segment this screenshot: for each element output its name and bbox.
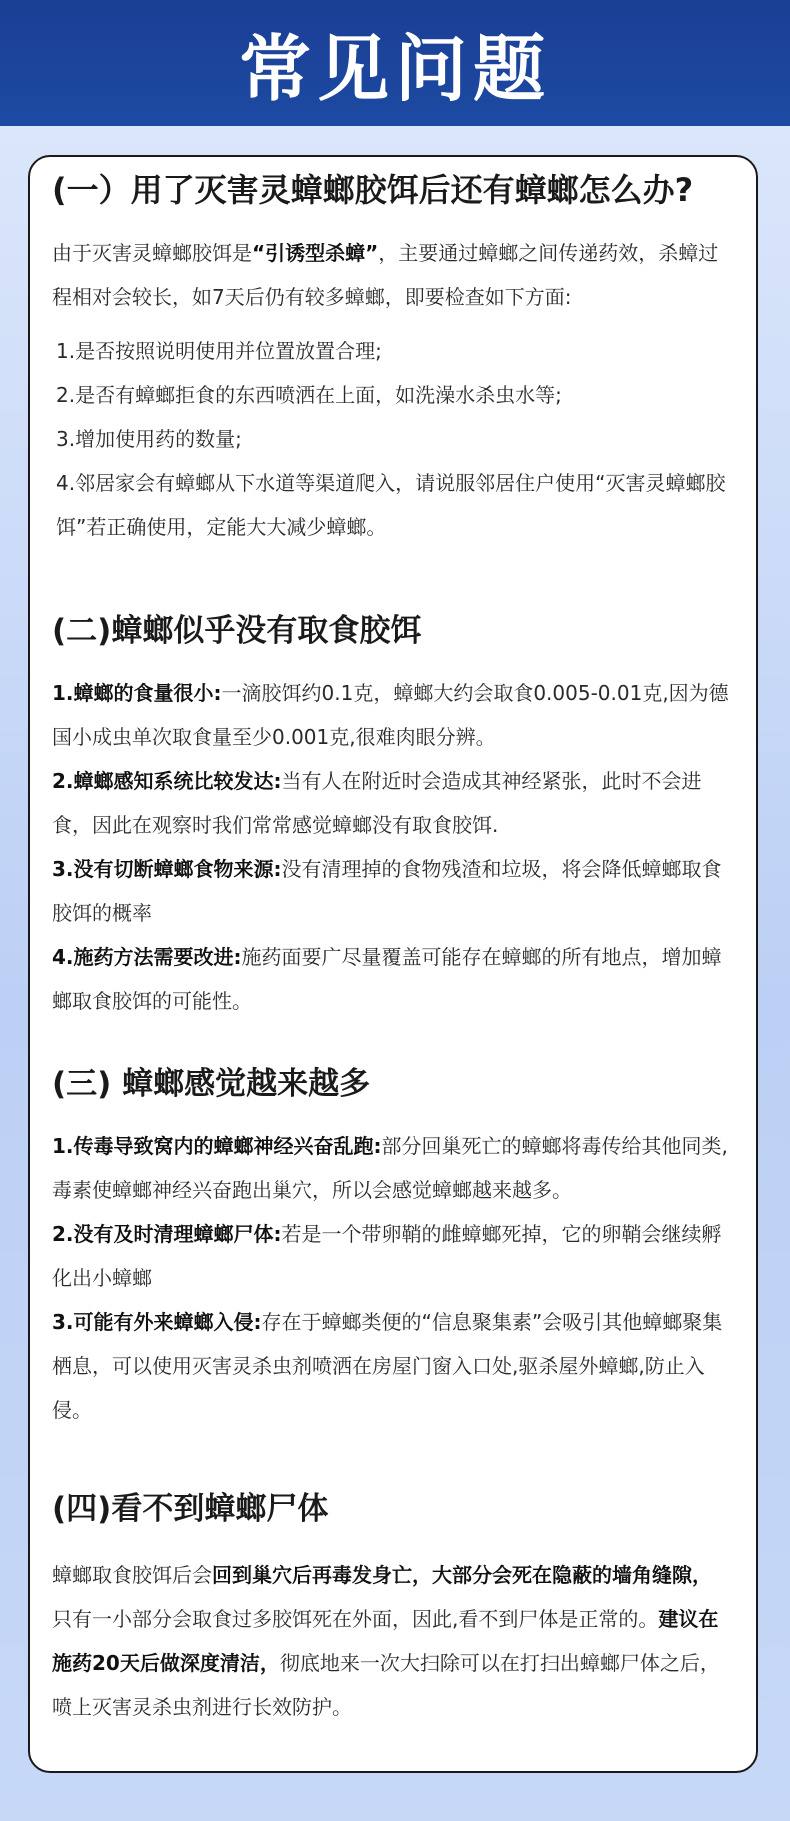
list-item: 1.是否按照说明使用并位置放置合理;	[56, 339, 382, 363]
item-heading: 2.蟑螂感知系统比较发达:	[52, 769, 282, 793]
item-heading: 2.没有及时清理蟑螂尸体:	[52, 1222, 282, 1246]
item-text: 存在于蟑螂类便的“信息聚集素”会吸引其他蟑螂聚集栖息，可以使用灭害灵杀虫剂喷洒在房屋门窗入口处,驱杀屋外蟑螂,防止入侵。	[52, 1310, 723, 1422]
item-text: 一滴胶饵约0.1克，蟑螂大约会取食0.005-0.01克,因为德国小成虫单次取食量至少0.001克,很难肉眼分辨。	[52, 681, 729, 749]
faq-section-2	[52, 609, 730, 1023]
body-text: 只有一小部分会取食过多胶饵死在外面，因此,看不到尸体是正常的。	[52, 1607, 659, 1631]
intro-text: 由于灭害灵蟑螂胶饵是	[52, 241, 252, 265]
list-item: 4.邻居家会有蟑螂从下水道等渠道爬入，请说服邻居住户使用“灭害灵蟑螂胶饵”若正确使用，定能大大减少蟑螂。	[56, 471, 726, 539]
section-title: (一）用了灭害灵蟑螂胶饵后还有蟑螂怎么办?	[52, 171, 694, 209]
page-title: 常见问题	[238, 27, 551, 111]
section-title: (三) 蟑螂感觉越来越多	[52, 1066, 371, 1102]
list-item	[52, 671, 730, 759]
list-item	[52, 847, 730, 935]
section-body	[52, 1553, 730, 1729]
header-banner	[0, 0, 790, 126]
faq-section-3	[52, 1062, 730, 1432]
faq-card	[28, 155, 758, 1773]
item-text: 没有清理掉的食物残渣和垃圾，将会降低蟑螂取食胶饵的概率	[52, 857, 722, 925]
body-text: 蟑螂取食胶饵后会	[52, 1563, 212, 1587]
list-item	[52, 759, 730, 847]
item-text: 施药面要广尽量覆盖可能存在蟑螂的所有地点，增加蟑螂取食胶饵的可能性。	[52, 945, 722, 1013]
list-item	[52, 1212, 730, 1300]
list-item: 3.增加使用药的数量;	[56, 427, 242, 451]
item-text: 部分回巢死亡的蟑螂将毒传给其他同类,毒素使蟑螂神经兴奋跑出巢穴，所以会感觉蟑螂越来越多。	[52, 1134, 728, 1202]
list-item: 2.是否有蟑螂拒食的东西喷洒在上面，如洗澡水杀虫水等;	[56, 383, 562, 407]
item-heading: 4.施药方法需要改进:	[52, 945, 242, 969]
item-heading: 3.可能有外来蟑螂入侵:	[52, 1310, 262, 1334]
list-item	[52, 935, 730, 1023]
item-text: 当有人在附近时会造成其神经紧张，此时不会进食，因此在观察时我们常常感觉蟑螂没有取食胶饵.	[52, 769, 702, 837]
item-heading: 1.传毒导致窝内的蟑螂神经兴奋乱跑:	[52, 1134, 382, 1158]
item-heading: 3.没有切断蟑螂食物来源:	[52, 857, 282, 881]
body-text: 彻底地来一次大扫除可以在打扫出蟑螂尸体之后，喷上灭害灵杀虫剂进行长效防护。	[52, 1651, 720, 1719]
list-item	[52, 1300, 730, 1432]
faq-section-1	[52, 161, 730, 549]
body-highlight: 建议在施药20天后做深度清洁，	[52, 1607, 719, 1675]
item-heading: 1.蟑螂的食量很小:	[52, 681, 222, 705]
list-item	[52, 1124, 730, 1212]
section-title: (二)蟑螂似乎没有取食胶饵	[52, 613, 422, 649]
item-text: 若是一个带卵鞘的雌蟑螂死掉，它的卵鞘会继续孵化出小蟑螂	[52, 1222, 722, 1290]
intro-text-rest: ，主要通过蟑螂之间传递药效，杀蟑过程相对会较长，如7天后仍有较多蟑螂，即要检查如下方面:	[52, 241, 719, 309]
section-intro	[52, 231, 730, 319]
intro-highlight: “引诱型杀蟑”	[252, 241, 379, 265]
body-highlight: 回到巢穴后再毒发身亡，大部分会死在隐蔽的墙角缝隙，	[212, 1563, 712, 1587]
faq-section-4	[52, 1487, 730, 1729]
section-title: (四)看不到蟑螂尸体	[52, 1491, 329, 1527]
